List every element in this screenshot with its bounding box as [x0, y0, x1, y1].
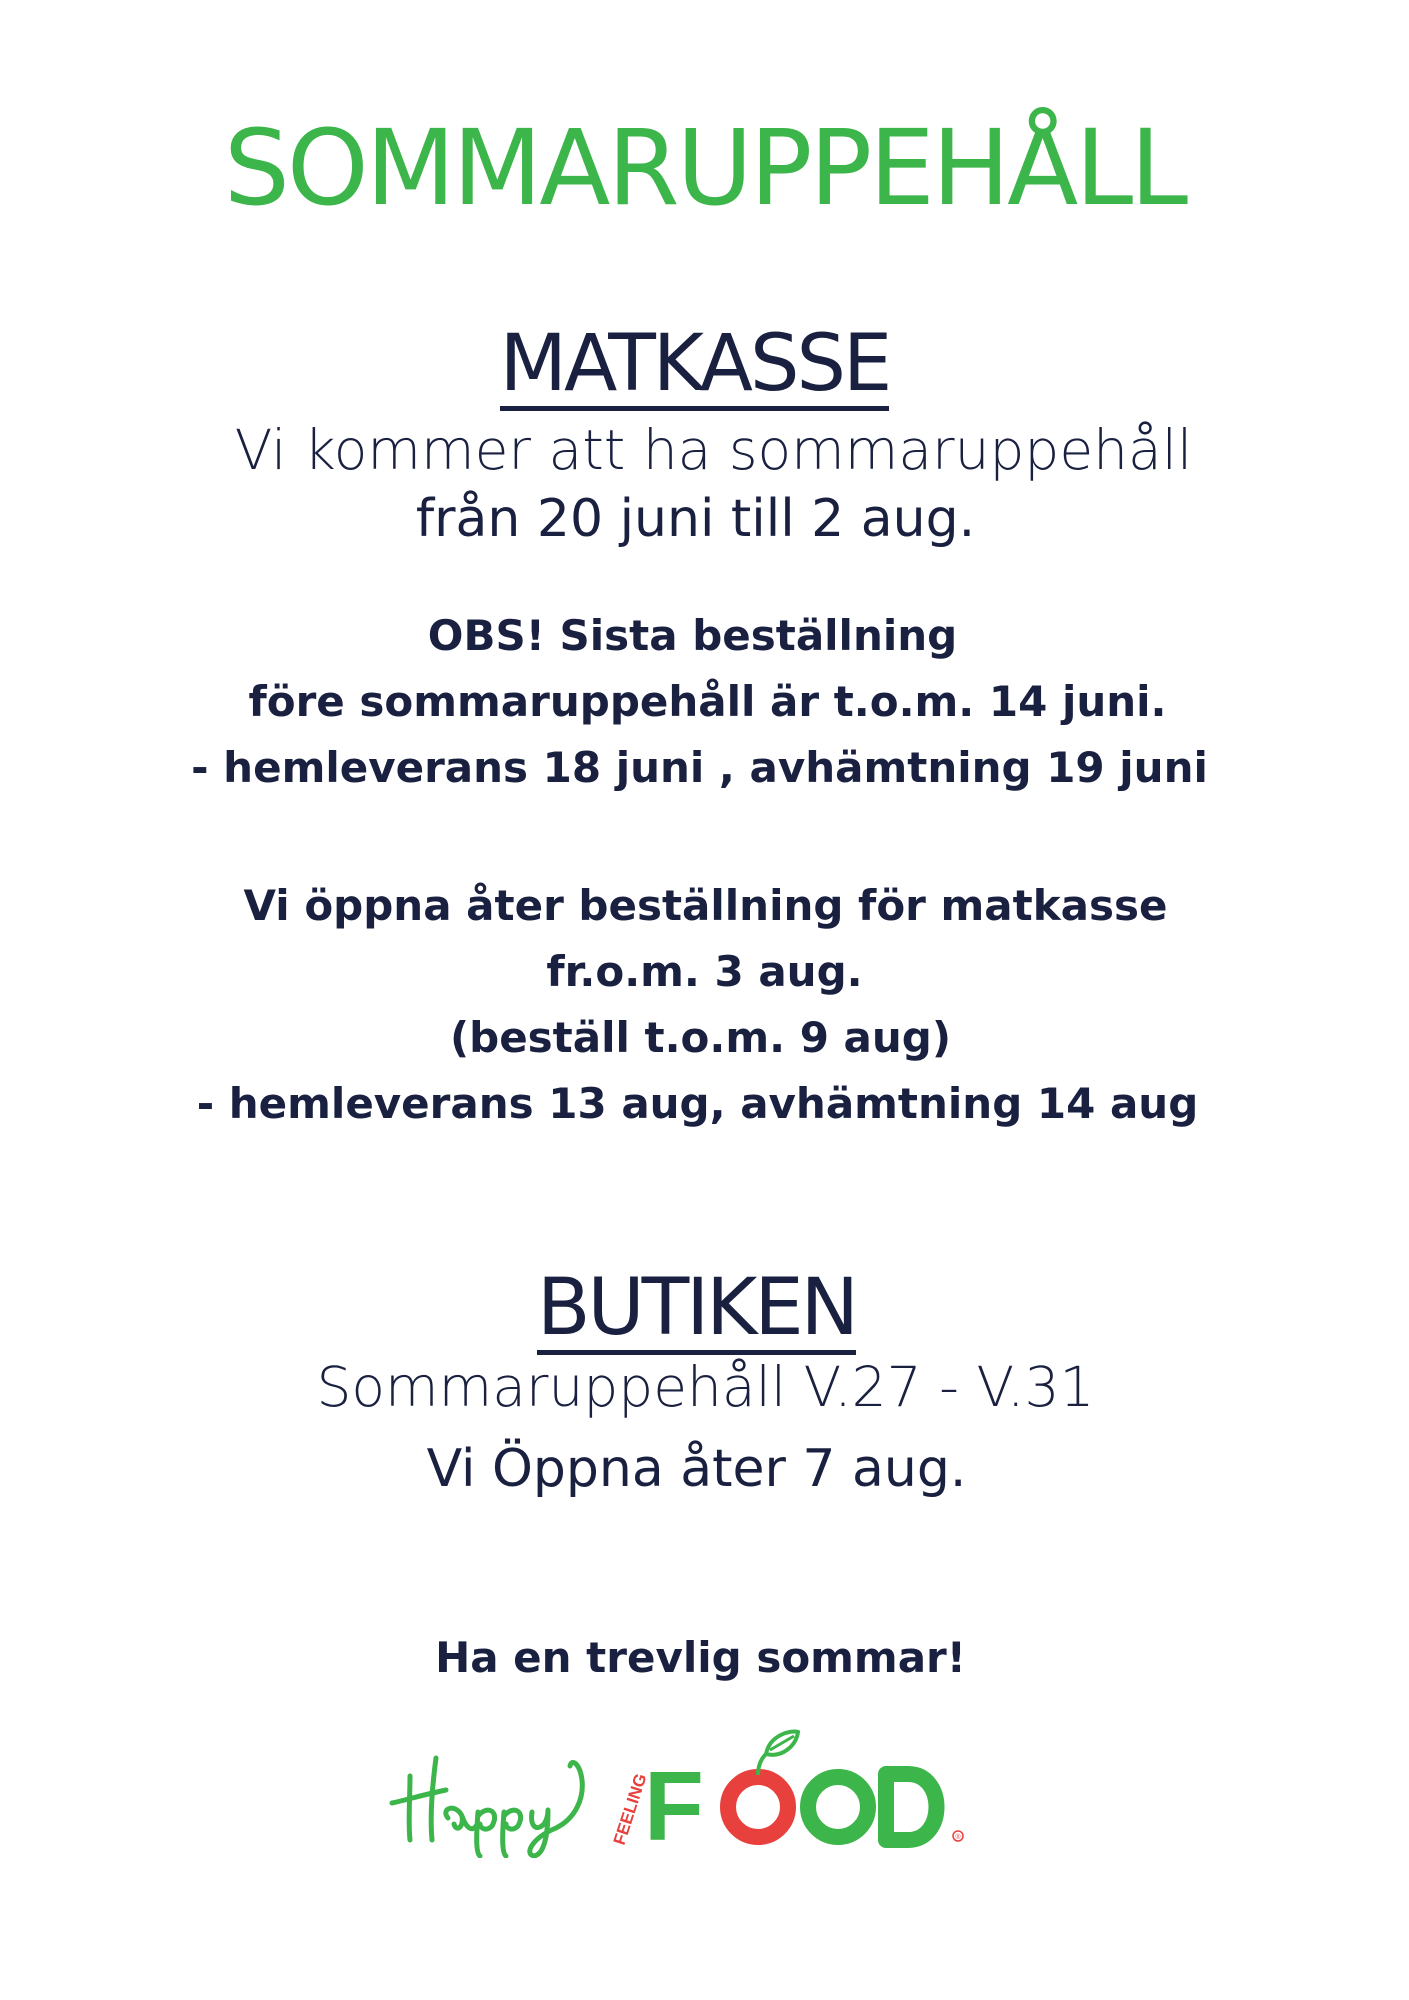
- food-d-icon: [886, 1774, 937, 1840]
- reopen-line: Vi öppna åter beställning för matkasse: [243, 881, 1168, 930]
- butiken-reopen-line: Vi Öppna åter 7 aug.: [426, 1439, 967, 1499]
- happy-feeling-food-logo: [386, 1728, 1026, 1858]
- matkasse-heading-text: MATKASSE: [499, 319, 890, 409]
- farewell-text: Ha en trevlig sommar!: [435, 1633, 966, 1682]
- food-word: F: [644, 1751, 702, 1858]
- page-title: SOMMARUPPEHÅLL: [223, 107, 1186, 229]
- matkasse-heading: [0, 318, 1399, 411]
- reopen-line: (beställ t.o.m. 9 aug): [449, 1013, 952, 1062]
- obs-line: - hemleverans 18 juni , avhämtning 19 juni: [191, 743, 1208, 792]
- happy-script-mark: [392, 1758, 582, 1856]
- feeling-text: FEELING: [609, 1771, 651, 1848]
- butiken-heading: [0, 1262, 1401, 1355]
- food-o-icon: [808, 1777, 868, 1837]
- apple-o-icon: [728, 1777, 788, 1837]
- matkasse-period-line: från 20 juni till 2 aug.: [415, 489, 976, 549]
- reopen-line: - hemleverans 13 aug, avhämtning 14 aug: [196, 1079, 1199, 1128]
- obs-line: före sommaruppehåll är t.o.m. 14 juni.: [248, 677, 1167, 726]
- registered-mark: ®: [955, 1834, 961, 1841]
- butiken-closed-line: Sommaruppehåll V.27 - V.31: [316, 1355, 1095, 1419]
- reopen-line: fr.o.m. 3 aug.: [546, 947, 863, 996]
- butiken-heading-text: BUTIKEN: [536, 1263, 857, 1353]
- obs-line: OBS! Sista beställning: [427, 611, 958, 660]
- matkasse-intro-line: Vi kommer att ha sommaruppehåll: [234, 418, 1193, 482]
